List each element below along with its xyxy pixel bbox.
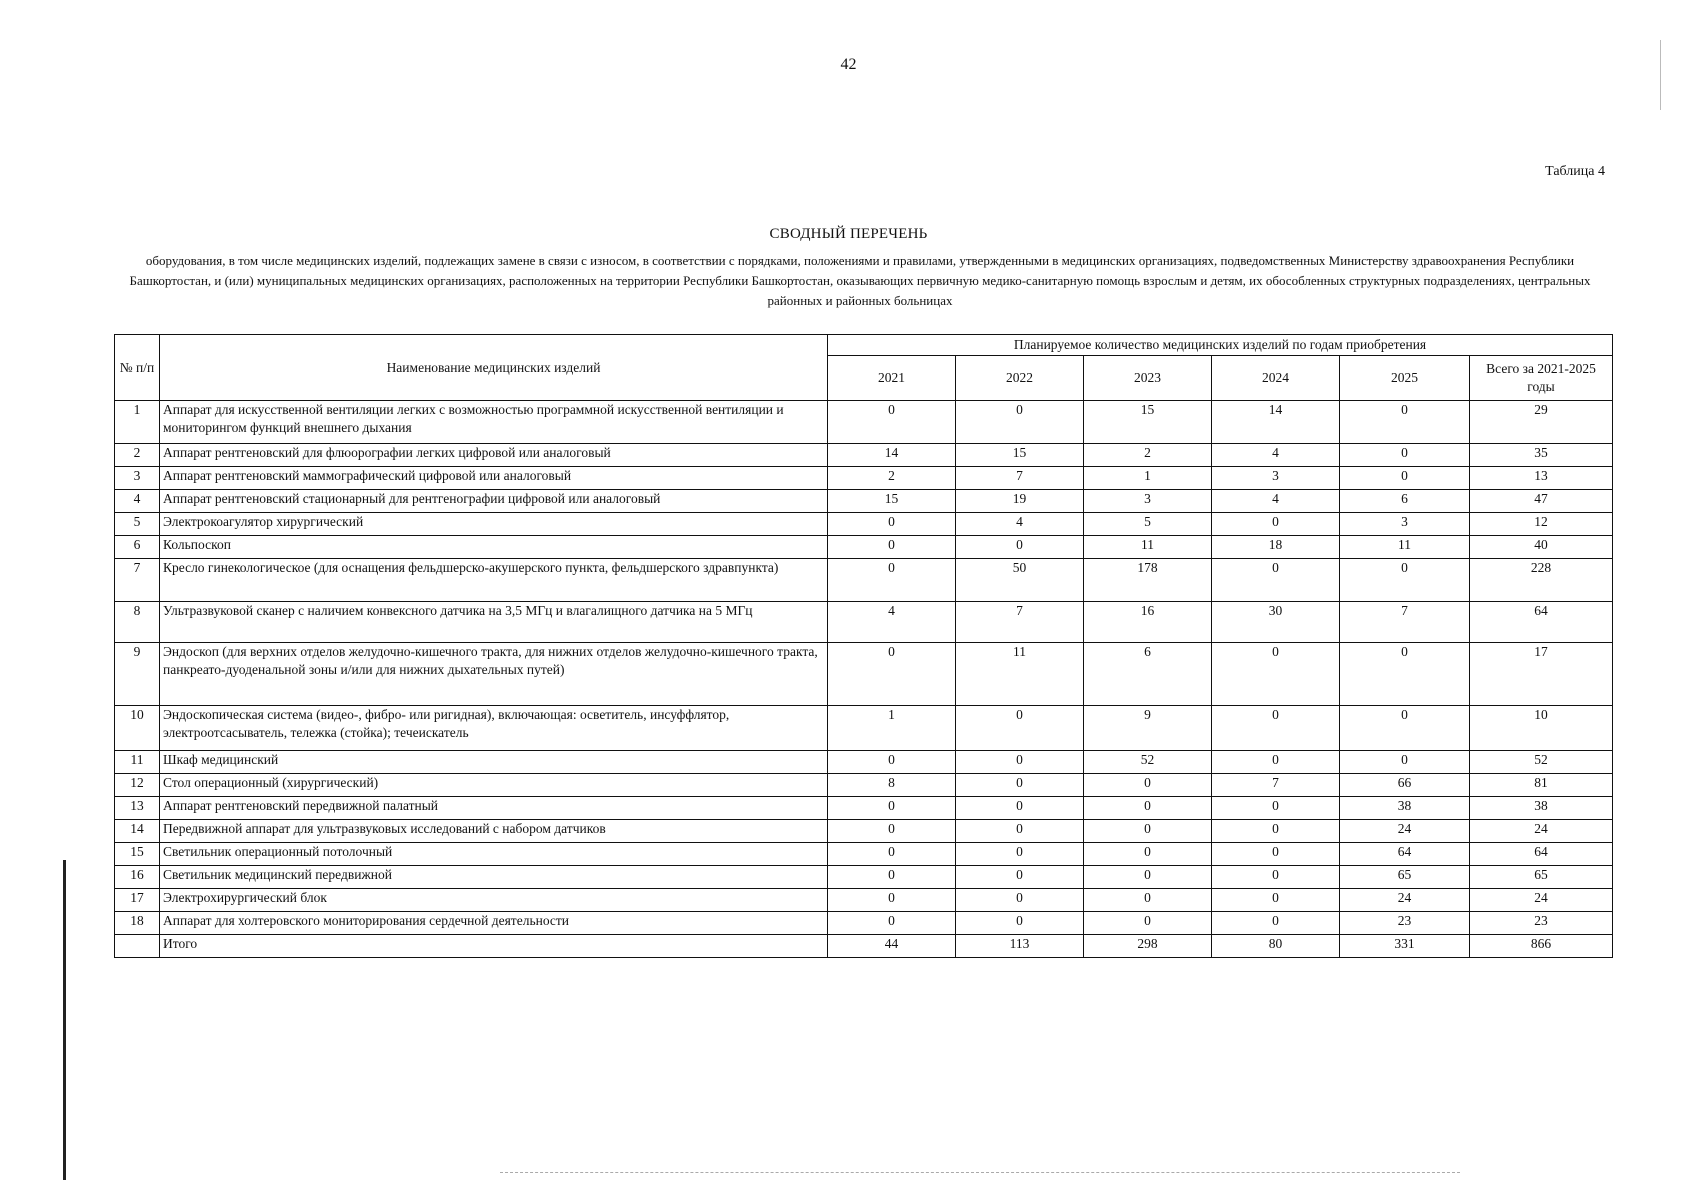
row-year-value: 11 — [1340, 536, 1470, 559]
row-year-value: 15 — [1084, 401, 1212, 444]
row-year-value: 8 — [828, 774, 956, 797]
row-number: 3 — [115, 467, 160, 490]
row-year-value: 14 — [1212, 401, 1340, 444]
table-row — [115, 559, 1613, 602]
row-total-value: 64 — [1470, 843, 1613, 866]
row-year-value: 18 — [1212, 536, 1340, 559]
row-year-value: 0 — [828, 866, 956, 889]
table-row — [115, 751, 1613, 774]
row-year-value: 0 — [1340, 559, 1470, 602]
row-year-value: 0 — [1340, 467, 1470, 490]
row-item-name: Аппарат рентгеновский маммографический цифровой или аналоговый — [160, 467, 828, 490]
row-total-value: 47 — [1470, 490, 1613, 513]
row-year-value: 0 — [828, 536, 956, 559]
row-number: 7 — [115, 559, 160, 602]
table-header — [115, 335, 1613, 401]
row-number: 1 — [115, 401, 160, 444]
row-year-value: 14 — [828, 444, 956, 467]
row-year-value: 0 — [1212, 866, 1340, 889]
row-year-value: 4 — [1212, 490, 1340, 513]
row-total-value: 64 — [1470, 602, 1613, 643]
row-year-value: 4 — [956, 513, 1084, 536]
row-year-value: 0 — [1084, 889, 1212, 912]
table-row — [115, 889, 1613, 912]
row-total-value: 228 — [1470, 559, 1613, 602]
row-total-value: 24 — [1470, 889, 1613, 912]
row-year-value: 0 — [1212, 820, 1340, 843]
row-total-value: 65 — [1470, 866, 1613, 889]
row-year-value: 3 — [1084, 490, 1212, 513]
row-year-value: 0 — [1212, 559, 1340, 602]
header-planned: Планируемое количество медицинских изделий по годам приобретения — [828, 335, 1613, 356]
table-row — [115, 643, 1613, 706]
row-year-value: 0 — [1212, 513, 1340, 536]
row-year-value: 30 — [1212, 602, 1340, 643]
row-year-value: 0 — [828, 559, 956, 602]
row-year-value: 3 — [1340, 513, 1470, 536]
row-year-value: 0 — [956, 797, 1084, 820]
row-number: 9 — [115, 643, 160, 706]
row-year-value: 9 — [1084, 706, 1212, 751]
row-year-value: 16 — [1084, 602, 1212, 643]
table-row — [115, 513, 1613, 536]
total-row-value: 331 — [1340, 935, 1470, 958]
row-year-value: 52 — [1084, 751, 1212, 774]
row-year-value: 0 — [956, 866, 1084, 889]
row-year-value: 0 — [1340, 401, 1470, 444]
row-item-name: Эндоскоп (для верхних отделов желудочно-кишечного тракта, для нижних отделов желудочно-кишечного тракта, панкреато-дуоденальной зоны и/или для нижних дыхательных путей) — [160, 643, 828, 706]
row-item-name: Аппарат для искусственной вентиляции легких с возможностью программной искусственной вентиляции и мониторингом функций внешнего дыхания — [160, 401, 828, 444]
table-row — [115, 490, 1613, 513]
row-number: 10 — [115, 706, 160, 751]
table-row — [115, 774, 1613, 797]
row-item-name: Светильник медицинский передвижной — [160, 866, 828, 889]
row-year-value: 3 — [1212, 467, 1340, 490]
row-year-value: 0 — [828, 820, 956, 843]
row-number: 14 — [115, 820, 160, 843]
row-year-value: 0 — [956, 912, 1084, 935]
table-row — [115, 536, 1613, 559]
row-year-value: 7 — [956, 602, 1084, 643]
row-year-value: 0 — [1084, 774, 1212, 797]
row-year-value: 50 — [956, 559, 1084, 602]
row-number: 11 — [115, 751, 160, 774]
row-number: 4 — [115, 490, 160, 513]
row-total-value: 38 — [1470, 797, 1613, 820]
table-row — [115, 820, 1613, 843]
row-year-value: 1 — [828, 706, 956, 751]
row-year-value: 0 — [956, 774, 1084, 797]
table-label: Таблица 4 — [1545, 164, 1605, 179]
header-year: 2023 — [1084, 356, 1212, 401]
row-year-value: 6 — [1084, 643, 1212, 706]
row-year-value: 65 — [1340, 866, 1470, 889]
row-year-value: 64 — [1340, 843, 1470, 866]
total-row-label: Итого — [160, 935, 828, 958]
total-row-value: 298 — [1084, 935, 1212, 958]
row-total-value: 17 — [1470, 643, 1613, 706]
row-number: 16 — [115, 866, 160, 889]
row-year-value: 0 — [1084, 912, 1212, 935]
row-year-value: 1 — [1084, 467, 1212, 490]
row-year-value: 0 — [1340, 444, 1470, 467]
row-year-value: 0 — [1340, 751, 1470, 774]
row-year-value: 11 — [956, 643, 1084, 706]
header-year: 2022 — [956, 356, 1084, 401]
row-year-value: 24 — [1340, 889, 1470, 912]
table-body — [115, 401, 1613, 958]
row-item-name: Электрокоагулятор хирургический — [160, 513, 828, 536]
header-num: № п/п — [115, 335, 160, 401]
row-year-value: 2 — [828, 467, 956, 490]
row-year-value: 7 — [1212, 774, 1340, 797]
table-row — [115, 797, 1613, 820]
row-total-value: 24 — [1470, 820, 1613, 843]
row-item-name: Светильник операционный потолочный — [160, 843, 828, 866]
row-year-value: 0 — [828, 751, 956, 774]
row-year-value: 4 — [828, 602, 956, 643]
row-year-value: 0 — [828, 797, 956, 820]
table-row — [115, 444, 1613, 467]
header-total: Всего за 2021-2025 годы — [1470, 356, 1613, 401]
table-row — [115, 866, 1613, 889]
document-title: СВОДНЫЙ ПЕРЕЧЕНЬ — [769, 226, 928, 242]
scan-edge-mark — [63, 860, 66, 1180]
row-number: 13 — [115, 797, 160, 820]
row-year-value: 23 — [1340, 912, 1470, 935]
row-year-value: 0 — [828, 843, 956, 866]
total-row-value: 113 — [956, 935, 1084, 958]
row-year-value: 11 — [1084, 536, 1212, 559]
table-row — [115, 401, 1613, 444]
row-year-value: 0 — [1340, 643, 1470, 706]
row-total-value: 35 — [1470, 444, 1613, 467]
row-item-name: Аппарат рентгеновский стационарный для рентгенографии цифровой или аналоговый — [160, 490, 828, 513]
row-year-value: 0 — [828, 643, 956, 706]
row-year-value: 5 — [1084, 513, 1212, 536]
row-year-value: 0 — [1212, 912, 1340, 935]
row-year-value: 7 — [1340, 602, 1470, 643]
row-year-value: 0 — [828, 513, 956, 536]
row-year-value: 0 — [956, 820, 1084, 843]
row-year-value: 0 — [1212, 797, 1340, 820]
row-year-value: 0 — [1212, 889, 1340, 912]
table-row — [115, 467, 1613, 490]
row-year-value: 178 — [1084, 559, 1212, 602]
row-total-value: 12 — [1470, 513, 1613, 536]
row-year-value: 0 — [956, 843, 1084, 866]
total-row-value: 80 — [1212, 935, 1340, 958]
row-item-name: Электрохирургический блок — [160, 889, 828, 912]
document-subtitle: оборудования, в том числе медицинских изделий, подлежащих замене в связи с износом, в соответствии с порядками, положениями и правилами, утвержденными в медицинских организациях, подведомственных Министерству здравоохранения Республики Башкортостан, и (или) муниципальных медицинских организациях, расположенных на территории Республики Башкортостан, оказывающих первичную медико-санитарную помощь взрослым и детям, их обособленных структурных подразделениях, центральных районных и районных больницах — [129, 253, 1591, 308]
row-year-value: 0 — [1084, 820, 1212, 843]
row-number: 2 — [115, 444, 160, 467]
row-year-value: 7 — [956, 467, 1084, 490]
row-year-value: 0 — [1340, 706, 1470, 751]
header-name: Наименование медицинских изделий — [160, 335, 828, 401]
row-year-value: 0 — [1084, 843, 1212, 866]
row-year-value: 6 — [1340, 490, 1470, 513]
row-year-value: 0 — [1212, 706, 1340, 751]
row-number: 15 — [115, 843, 160, 866]
row-total-value: 13 — [1470, 467, 1613, 490]
row-item-name: Аппарат рентгеновский для флюорографии легких цифровой или аналоговый — [160, 444, 828, 467]
row-year-value: 4 — [1212, 444, 1340, 467]
row-total-value: 52 — [1470, 751, 1613, 774]
row-year-value: 0 — [1212, 751, 1340, 774]
table-row — [115, 706, 1613, 751]
row-total-value: 29 — [1470, 401, 1613, 444]
row-year-value: 0 — [1084, 797, 1212, 820]
scan-noise-line — [500, 1172, 1460, 1173]
header-year: 2021 — [828, 356, 956, 401]
table-row — [115, 843, 1613, 866]
row-item-name: Передвижной аппарат для ультразвуковых исследований с набором датчиков — [160, 820, 828, 843]
row-item-name: Ультразвуковой сканер с наличием конвексного датчика на 3,5 МГц и влагалищного датчика на 5 МГц — [160, 602, 828, 643]
equipment-table — [114, 334, 1613, 958]
row-item-name: Кресло гинекологическое (для оснащения фельдшерско-акушерского пункта, фельдшерского здравпункта) — [160, 559, 828, 602]
page-number: 42 — [840, 56, 857, 73]
row-number: 8 — [115, 602, 160, 643]
row-item-name: Стол операционный (хирургический) — [160, 774, 828, 797]
row-year-value: 0 — [828, 889, 956, 912]
row-year-value: 0 — [956, 536, 1084, 559]
total-row-value: 866 — [1470, 935, 1613, 958]
header-year: 2025 — [1340, 356, 1470, 401]
scan-edge-mark — [1660, 40, 1661, 110]
row-year-value: 15 — [956, 444, 1084, 467]
row-year-value: 0 — [1212, 843, 1340, 866]
row-year-value: 0 — [956, 401, 1084, 444]
row-year-value: 0 — [828, 912, 956, 935]
row-number: 18 — [115, 912, 160, 935]
row-number: 5 — [115, 513, 160, 536]
row-total-value: 23 — [1470, 912, 1613, 935]
row-year-value: 24 — [1340, 820, 1470, 843]
row-item-name: Кольпоскоп — [160, 536, 828, 559]
row-item-name: Шкаф медицинский — [160, 751, 828, 774]
row-year-value: 15 — [828, 490, 956, 513]
row-item-name: Аппарат для холтеровского мониторирования сердечной деятельности — [160, 912, 828, 935]
row-year-value: 0 — [956, 706, 1084, 751]
row-number: 6 — [115, 536, 160, 559]
row-total-value: 81 — [1470, 774, 1613, 797]
row-year-value: 0 — [828, 401, 956, 444]
row-year-value: 0 — [956, 889, 1084, 912]
total-row-num-cell — [115, 935, 160, 958]
row-item-name: Аппарат рентгеновский передвижной палатный — [160, 797, 828, 820]
row-total-value: 10 — [1470, 706, 1613, 751]
row-number: 12 — [115, 774, 160, 797]
row-year-value: 38 — [1340, 797, 1470, 820]
table-row — [115, 602, 1613, 643]
row-year-value: 2 — [1084, 444, 1212, 467]
total-row-value: 44 — [828, 935, 956, 958]
row-year-value: 66 — [1340, 774, 1470, 797]
table-row — [115, 912, 1613, 935]
row-year-value: 0 — [956, 751, 1084, 774]
row-year-value: 0 — [1084, 866, 1212, 889]
row-number: 17 — [115, 889, 160, 912]
total-row — [115, 935, 1613, 958]
row-year-value: 19 — [956, 490, 1084, 513]
header-year: 2024 — [1212, 356, 1340, 401]
row-item-name: Эндоскопическая система (видео-, фибро- или ригидная), включающая: осветитель, инсуффлятор, электроотсасыватель, тележка (стойка); течеискатель — [160, 706, 828, 751]
row-total-value: 40 — [1470, 536, 1613, 559]
row-year-value: 0 — [1212, 643, 1340, 706]
